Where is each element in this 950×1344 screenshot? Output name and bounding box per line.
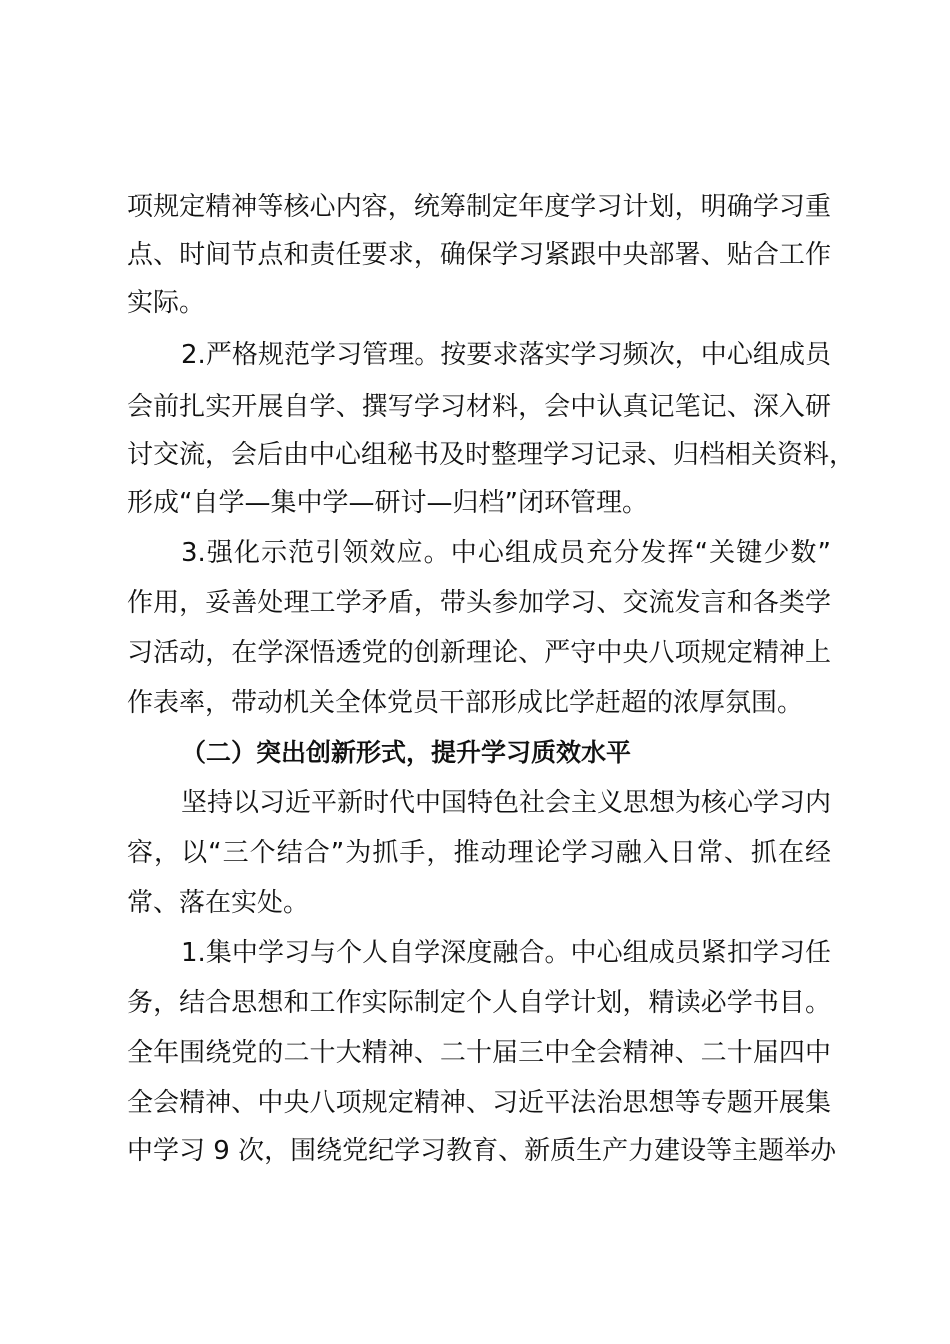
paragraph-line: 作用，妥善处理工学矛盾，带头参加学习、交流发言和各类学	[127, 588, 831, 618]
paragraph-line: 全年围绕党的二十大精神、二十届三中全会精神、二十届四中	[127, 1038, 831, 1068]
paragraph-line: 作表率，带动机关全体党员干部形成比学赶超的浓厚氛围。	[127, 688, 804, 718]
paragraph-line: 会前扎实开展自学、撰写学习材料，会中认真记笔记、深入研	[127, 392, 831, 422]
paragraph-line: 2.严格规范学习管理。按要求落实学习频次，中心组成员	[181, 340, 831, 370]
paragraph-line: 常、落在实处。	[127, 888, 310, 918]
paragraph-line: 中学习 9 次，围绕党纪学习教育、新质生产力建设等主题举办	[127, 1136, 837, 1166]
paragraph-line: 3.强化示范引领效应。中心组成员充分发挥“关键少数”	[181, 538, 831, 568]
paragraph-line: 项规定精神等核心内容，统筹制定年度学习计划，明确学习重	[127, 192, 831, 222]
paragraph-line: 实际。	[127, 288, 206, 318]
paragraph-line: 务，结合思想和工作实际制定个人自学计划，精读必学书目。	[127, 988, 831, 1018]
paragraph-line: 讨交流，会后由中心组秘书及时整理学习记录、归档相关资料，	[127, 440, 856, 470]
paragraph-line: 容，以“三个结合”为抓手，推动理论学习融入日常、抓在经	[127, 838, 831, 868]
paragraph-line: 点、时间节点和责任要求，确保学习紧跟中央部署、贴合工作	[127, 240, 831, 270]
paragraph-line: 习活动，在学深悟透党的创新理论、严守中央八项规定精神上	[127, 638, 831, 668]
paragraph-line: 形成“自学—集中学—研讨—归档”闭环管理。	[127, 488, 648, 518]
paragraph-line: 1.集中学习与个人自学深度融合。中心组成员紧扣学习任	[181, 938, 831, 968]
paragraph-line: 全会精神、中央八项规定精神、习近平法治思想等专题开展集	[127, 1088, 831, 1118]
section-heading: （二）突出创新形式，提升学习质效水平	[181, 738, 632, 767]
paragraph-line: 坚持以习近平新时代中国特色社会主义思想为核心学习内	[181, 788, 832, 818]
